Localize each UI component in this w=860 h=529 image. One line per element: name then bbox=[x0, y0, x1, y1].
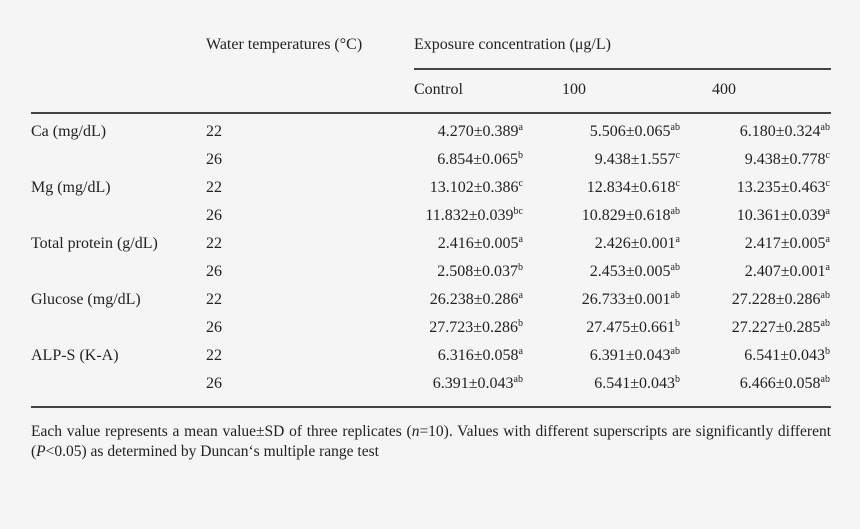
value-superscript: c bbox=[518, 178, 523, 189]
footnote-part1: Each value represents a mean value±SD of three replicates ( bbox=[31, 423, 412, 440]
row-value bbox=[737, 179, 830, 197]
value-superscript: a bbox=[518, 290, 523, 301]
value-text: 4.270±0.389 bbox=[437, 123, 519, 140]
value-text: 27.228±0.286 bbox=[731, 291, 821, 308]
value-superscript: b bbox=[675, 318, 680, 329]
value-text: 26.238±0.286 bbox=[429, 291, 519, 308]
subheader-400: 400 bbox=[712, 81, 736, 98]
row-value bbox=[438, 123, 523, 141]
row-temperature: 22 bbox=[206, 179, 222, 196]
row-value bbox=[745, 263, 830, 281]
value-text: 26.733±0.001 bbox=[581, 291, 671, 308]
subheader-100: 100 bbox=[562, 81, 586, 98]
value-superscript: ab bbox=[820, 318, 830, 329]
table-row bbox=[0, 347, 860, 373]
header-underline bbox=[414, 68, 831, 70]
value-text: 27.475±0.661 bbox=[586, 319, 675, 336]
value-text: 11.832±0.039 bbox=[425, 207, 514, 224]
header-water-temperatures: Water temperatures (°C) bbox=[206, 36, 363, 53]
value-text: 9.438±1.557 bbox=[594, 151, 676, 168]
row-value bbox=[732, 319, 830, 337]
row-value bbox=[429, 319, 523, 337]
row-value bbox=[740, 375, 830, 393]
value-text: 9.438±0.778 bbox=[744, 151, 826, 168]
value-superscript: ab bbox=[820, 122, 830, 133]
value-superscript: b bbox=[518, 150, 523, 161]
row-parameter: Mg (mg/dL) bbox=[31, 179, 111, 196]
value-superscript: b bbox=[825, 346, 830, 357]
row-value bbox=[582, 291, 680, 309]
row-value bbox=[732, 291, 830, 309]
row-value bbox=[744, 347, 830, 365]
value-superscript: ab bbox=[513, 374, 523, 385]
value-text: 6.316±0.058 bbox=[437, 347, 519, 364]
value-text: 6.466±0.058 bbox=[739, 375, 821, 392]
value-superscript: bc bbox=[513, 206, 523, 217]
value-text: 6.180±0.324 bbox=[739, 123, 821, 140]
footnote-n: n bbox=[411, 423, 420, 440]
value-superscript: ab bbox=[820, 374, 830, 385]
value-superscript: c bbox=[825, 150, 830, 161]
row-value bbox=[595, 235, 680, 253]
value-text: 2.407±0.001 bbox=[744, 263, 826, 280]
value-superscript: ab bbox=[820, 290, 830, 301]
table-row bbox=[0, 235, 860, 261]
table-row bbox=[0, 263, 860, 289]
value-superscript: ab bbox=[670, 262, 680, 273]
row-value bbox=[594, 375, 680, 393]
header-exposure-concentration: Exposure concentration (μg/L) bbox=[414, 36, 611, 53]
value-superscript: ab bbox=[670, 122, 680, 133]
row-value bbox=[438, 235, 523, 253]
value-superscript: a bbox=[825, 234, 830, 245]
value-superscript: ab bbox=[670, 206, 680, 217]
row-value bbox=[745, 151, 830, 169]
row-temperature: 26 bbox=[206, 207, 222, 224]
row-parameter: Glucose (mg/dL) bbox=[31, 291, 141, 308]
value-superscript: ab bbox=[670, 290, 680, 301]
row-value bbox=[590, 347, 680, 365]
table-row bbox=[0, 291, 860, 317]
row-temperature: 22 bbox=[206, 235, 222, 252]
value-superscript: b bbox=[675, 374, 680, 385]
value-text: 6.391±0.043 bbox=[589, 347, 671, 364]
value-text: 2.508±0.037 bbox=[437, 263, 518, 280]
row-temperature: 26 bbox=[206, 263, 222, 280]
value-text: 2.453±0.005 bbox=[589, 263, 671, 280]
value-text: 27.723±0.286 bbox=[429, 319, 518, 336]
table-row bbox=[0, 207, 860, 233]
value-text: 5.506±0.065 bbox=[589, 123, 671, 140]
value-superscript: c bbox=[675, 150, 680, 161]
row-parameter: Ca (mg/dL) bbox=[31, 123, 107, 140]
table-footnote bbox=[31, 422, 831, 462]
table-rule-top bbox=[31, 112, 831, 114]
row-value bbox=[430, 291, 523, 309]
value-text: 10.361±0.039 bbox=[736, 207, 826, 224]
row-value bbox=[740, 123, 830, 141]
table-row bbox=[0, 319, 860, 345]
value-text: 2.416±0.005 bbox=[437, 235, 519, 252]
subheader-control: Control bbox=[414, 81, 463, 98]
row-value bbox=[425, 207, 523, 225]
row-temperature: 26 bbox=[206, 375, 222, 392]
footnote-p: P bbox=[36, 443, 46, 460]
value-text: 13.102±0.386 bbox=[429, 179, 519, 196]
row-temperature: 26 bbox=[206, 319, 222, 336]
footnote-part2: =10). Values with different superscripts are significantly different ( bbox=[31, 423, 832, 460]
value-superscript: c bbox=[675, 178, 680, 189]
table-row bbox=[0, 123, 860, 149]
row-value bbox=[595, 151, 680, 169]
value-superscript: b bbox=[518, 318, 523, 329]
value-text: 6.854±0.065 bbox=[437, 151, 518, 168]
table-rule-bottom bbox=[31, 406, 831, 408]
value-text: 2.426±0.001 bbox=[594, 235, 676, 252]
value-text: 27.227±0.285 bbox=[731, 319, 821, 336]
value-superscript: a bbox=[825, 206, 830, 217]
value-superscript: c bbox=[825, 178, 830, 189]
row-temperature: 26 bbox=[206, 151, 222, 168]
row-temperature: 22 bbox=[206, 347, 222, 364]
row-value bbox=[582, 207, 680, 225]
value-text: 2.417±0.005 bbox=[744, 235, 826, 252]
table-row bbox=[0, 179, 860, 205]
table-row bbox=[0, 375, 860, 401]
value-text: 6.541±0.043 bbox=[744, 347, 825, 364]
row-value bbox=[590, 263, 680, 281]
row-value bbox=[433, 375, 523, 393]
value-text: 12.834±0.618 bbox=[586, 179, 676, 196]
row-parameter: Total protein (g/dL) bbox=[31, 235, 158, 252]
row-value bbox=[590, 123, 680, 141]
value-text: 6.541±0.043 bbox=[594, 375, 675, 392]
value-text: 6.391±0.043 bbox=[432, 375, 514, 392]
value-superscript: b bbox=[518, 262, 523, 273]
row-temperature: 22 bbox=[206, 291, 222, 308]
value-superscript: ab bbox=[670, 346, 680, 357]
row-value bbox=[586, 319, 680, 337]
value-text: 10.829±0.618 bbox=[581, 207, 671, 224]
value-superscript: a bbox=[675, 234, 680, 245]
row-temperature: 22 bbox=[206, 123, 222, 140]
value-text: 13.235±0.463 bbox=[736, 179, 826, 196]
row-value bbox=[437, 263, 523, 281]
table-row bbox=[0, 151, 860, 177]
row-value bbox=[438, 347, 523, 365]
row-value bbox=[587, 179, 680, 197]
value-superscript: a bbox=[518, 122, 523, 133]
row-value bbox=[737, 207, 830, 225]
footnote-part3: <0.05) as determined by Duncan‘s multiple range test bbox=[45, 443, 379, 460]
row-value bbox=[430, 179, 523, 197]
value-superscript: a bbox=[518, 346, 523, 357]
row-value bbox=[745, 235, 830, 253]
row-parameter: ALP-S (K-A) bbox=[31, 347, 119, 364]
value-superscript: a bbox=[518, 234, 523, 245]
row-value bbox=[437, 151, 523, 169]
value-superscript: a bbox=[825, 262, 830, 273]
